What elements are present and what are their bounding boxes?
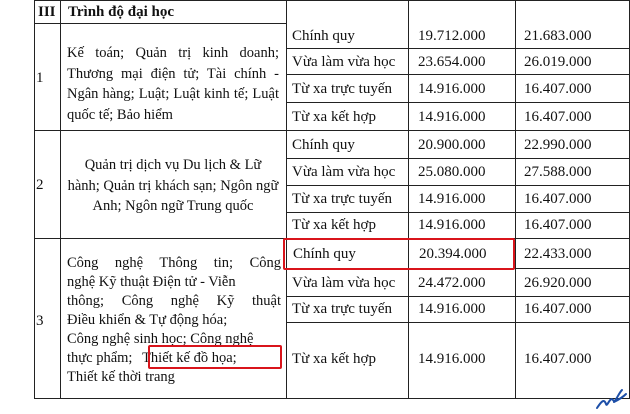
highlight-box-major xyxy=(148,345,282,369)
majors-line: Điều khiển & Tự động hóa; xyxy=(67,312,228,328)
fee-value: 21.683.000 xyxy=(524,28,592,44)
col-line-majors xyxy=(286,0,287,398)
fee-value: 16.407.000 xyxy=(524,301,592,317)
fee-value: 14.916.000 xyxy=(418,81,486,97)
fee-value: 24.472.000 xyxy=(418,275,486,291)
group-index: 3 xyxy=(36,313,44,329)
study-mode: Vừa làm vừa học xyxy=(292,275,396,291)
table-border-bottom xyxy=(34,398,630,399)
majors-line: thông; Công nghệ Kỹ thuật xyxy=(67,293,281,309)
fee-value: 16.407.000 xyxy=(524,109,592,125)
fee-value: 16.407.000 xyxy=(524,351,592,367)
col-line-left xyxy=(34,0,35,398)
fee-value: 19.712.000 xyxy=(418,28,486,44)
fee-value: 22.990.000 xyxy=(524,137,592,153)
fee-value: 22.433.000 xyxy=(524,246,592,262)
row-divider xyxy=(286,322,630,323)
group-index: 2 xyxy=(36,177,44,193)
group-majors: Kế toán; Quản trị kinh doanh; Thương mại điện tử; Tài chính - Ngân hàng; Luật; Luật kinh tế; Luật quốc tế; Bảo hiểm xyxy=(67,45,279,123)
fee-value: 14.916.000 xyxy=(418,217,486,233)
row-divider xyxy=(286,48,630,49)
study-mode: Chính quy xyxy=(292,28,355,44)
study-mode: Từ xa kết hợp xyxy=(292,109,376,125)
row-divider xyxy=(286,185,630,186)
col-line-index xyxy=(60,0,61,398)
row-divider xyxy=(286,102,630,103)
fee-value: 26.920.000 xyxy=(524,275,592,291)
col-line-mode xyxy=(408,0,409,398)
study-mode: Chính quy xyxy=(292,137,355,153)
highlight-box-fee-row xyxy=(283,238,515,270)
fee-value: 16.407.000 xyxy=(524,217,592,233)
group-majors: Quản trị dịch vụ Du lịch & Lữ hành; Quản trị khách sạn; Ngôn ngữ Anh; Ngôn ngữ Trung quốc xyxy=(67,157,279,214)
section-number: III xyxy=(38,4,56,20)
fee-value: 25.080.000 xyxy=(418,164,486,180)
fee-value: 20.900.000 xyxy=(418,137,486,153)
row-divider xyxy=(286,296,630,297)
fee-value: 23.654.000 xyxy=(418,54,486,70)
fee-value: 14.916.000 xyxy=(418,191,486,207)
study-mode: Chính quy xyxy=(293,246,356,262)
study-mode: Từ xa kết hợp xyxy=(292,351,376,367)
majors-line: nghệ Kỹ thuật Điện tử - Viễn xyxy=(67,274,236,290)
fee-value: 14.916.000 xyxy=(418,109,486,125)
fee-value: 26.019.000 xyxy=(524,54,592,70)
fee-value: 20.394.000 xyxy=(419,246,487,262)
section-title: Trình độ đại học xyxy=(68,4,175,20)
group-divider xyxy=(34,130,630,131)
fee-value: 16.407.000 xyxy=(524,191,592,207)
col-line-fee1 xyxy=(515,0,516,398)
table-border-top xyxy=(34,0,630,1)
row-divider xyxy=(286,158,630,159)
signature-watermark-icon xyxy=(594,384,628,412)
header-bottom-line xyxy=(34,23,286,24)
fee-value: 14.916.000 xyxy=(418,351,486,367)
fee-value: 27.588.000 xyxy=(524,164,592,180)
majors-line: Công nghệ Thông tin; Công xyxy=(67,255,281,271)
study-mode: Vừa làm vừa học xyxy=(292,164,396,180)
row-divider xyxy=(286,74,630,75)
fee-value: 16.407.000 xyxy=(524,81,592,97)
group-index: 1 xyxy=(36,70,44,86)
fee-value: 14.916.000 xyxy=(418,301,486,317)
majors-line: Thiết kế thời trang xyxy=(67,369,175,385)
majors-line: thực phẩm; xyxy=(67,350,133,366)
study-mode: Vừa làm vừa học xyxy=(292,54,396,70)
majors-line: Công nghệ sinh học; Công nghệ xyxy=(67,331,254,347)
row-divider xyxy=(286,212,630,213)
study-mode: Từ xa kết hợp xyxy=(292,217,376,233)
study-mode: Từ xa trực tuyến xyxy=(292,301,392,317)
study-mode: Từ xa trực tuyến xyxy=(292,81,392,97)
highlighted-major: Thiết kế đồ họa; xyxy=(142,350,237,366)
study-mode: Từ xa trực tuyến xyxy=(292,191,392,207)
